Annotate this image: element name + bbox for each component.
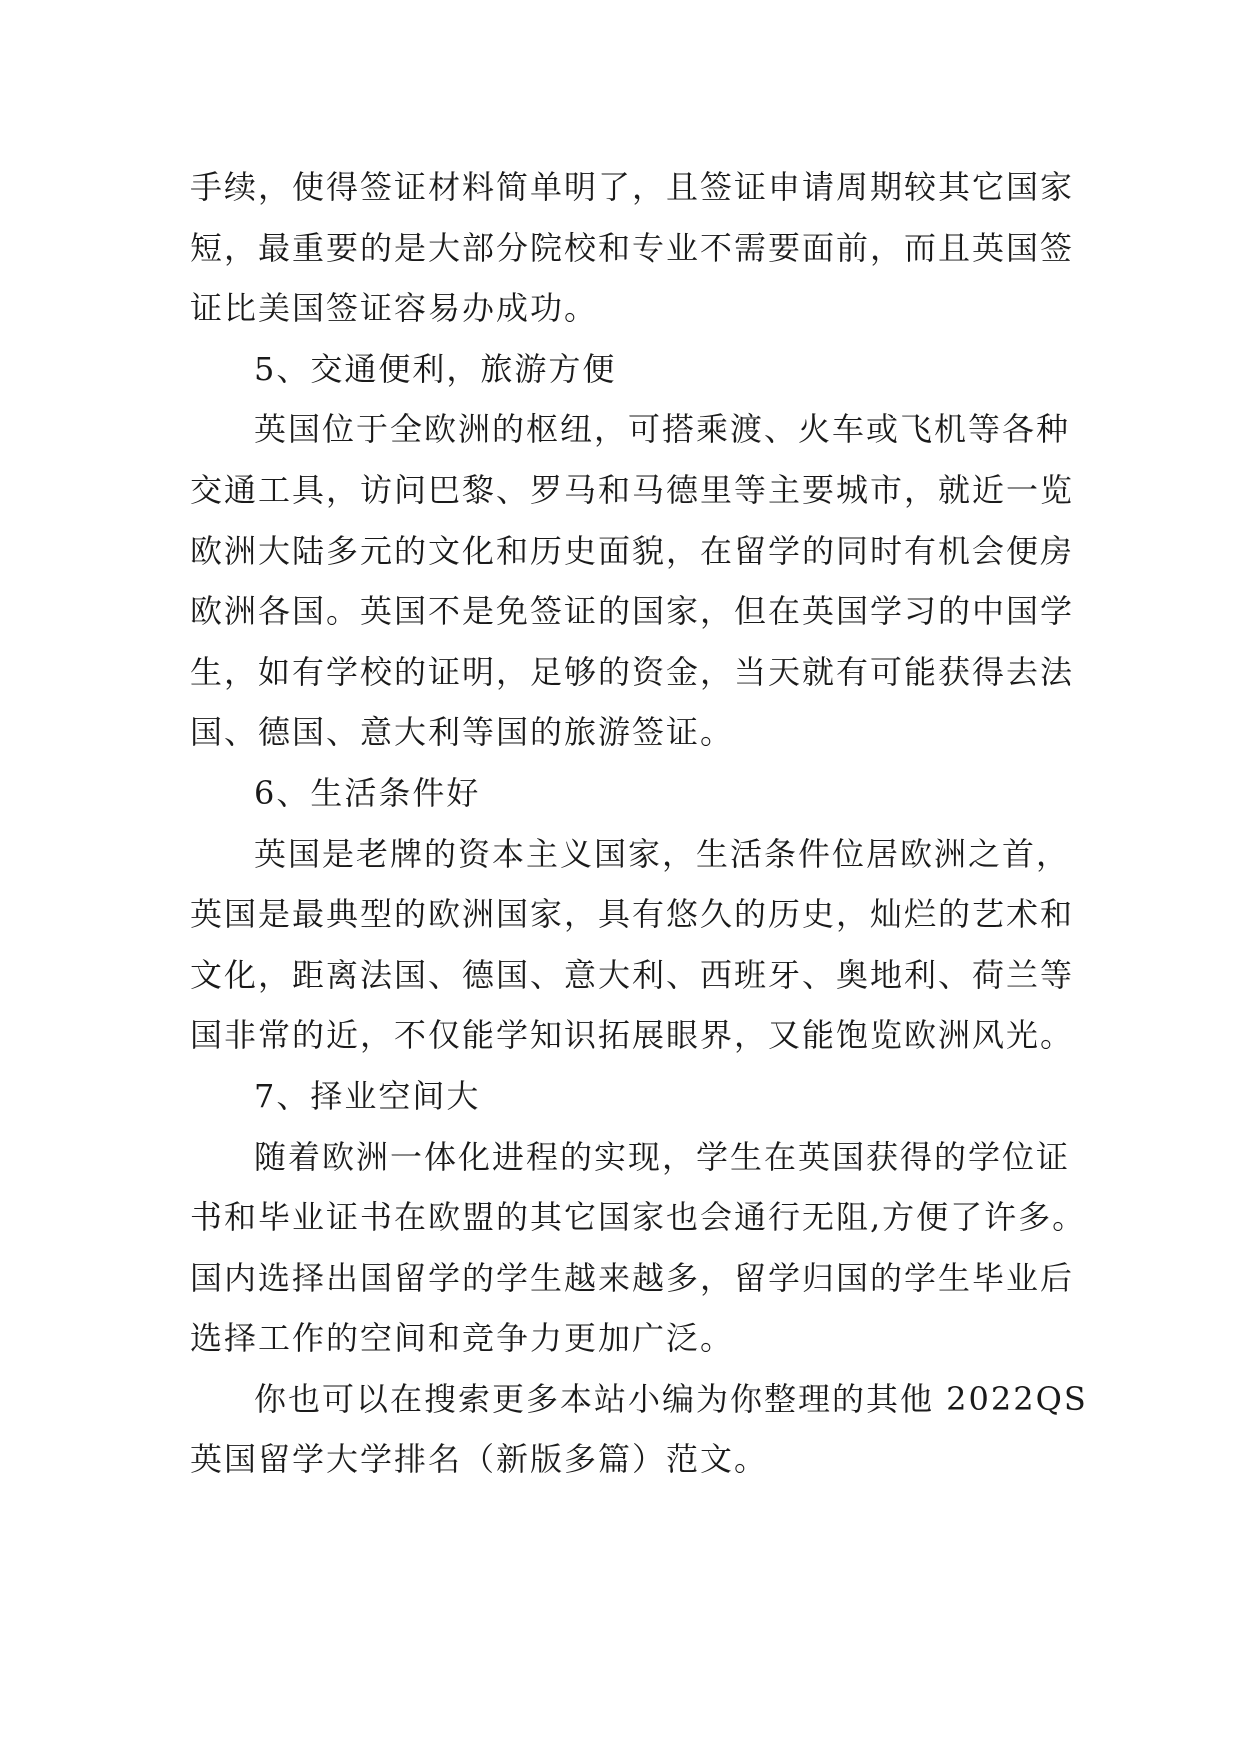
section-heading-5: 5、交通便利，旅游方便 xyxy=(254,349,617,388)
text-line: 证比美国签证容易办成功。 xyxy=(190,289,599,328)
text-line: 交通工具，访问巴黎、罗马和马德里等主要城市，就近一览 xyxy=(190,470,1075,509)
text-line: 欧洲大陆多元的文化和历史面貌，在留学的同时有机会便房 xyxy=(190,531,1075,570)
text-line: 国非常的近，不仅能学知识拓展眼界，又能饱览欧洲风光。 xyxy=(190,1016,1075,1055)
text-line: 英国是最典型的欧洲国家，具有悠久的历史，灿烂的艺术和 xyxy=(190,895,1075,934)
section-heading-7: 7、择业空间大 xyxy=(254,1076,481,1115)
text-line: 生，如有学校的证明，足够的资金，当天就有可能获得去法 xyxy=(190,652,1075,691)
text-line: 英国位于全欧洲的枢纽，可搭乘渡、火车或飞机等各种 xyxy=(254,410,1071,449)
text-line: 国内选择出国留学的学生越来越多，留学归国的学生毕业后 xyxy=(190,1258,1075,1297)
text-line: 国、德国、意大利等国的旅游签证。 xyxy=(190,713,735,752)
text-line: 英国留学大学排名（新版多篇）范文。 xyxy=(190,1440,769,1479)
text-line: 你也可以在搜索更多本站小编为你整理的其他 2022QS xyxy=(254,1379,1088,1418)
text-line: 英国是老牌的资本主义国家，生活条件位居欧洲之首， xyxy=(254,834,1071,873)
text-line: 选择工作的空间和竞争力更加广泛。 xyxy=(190,1319,735,1358)
text-line: 书和毕业证书在欧盟的其它国家也会通行无阻,方便了许多。 xyxy=(190,1198,1087,1237)
text-line: 手续，使得签证材料简单明了，且签证申请周期较其它国家 xyxy=(190,168,1075,206)
document-body xyxy=(190,157,1088,1490)
section-heading-6: 6、生活条件好 xyxy=(254,773,481,812)
text-line: 短，最重要的是大部分院校和专业不需要面前，而且英国签 xyxy=(190,228,1075,267)
text-line: 随着欧洲一体化进程的实现，学生在英国获得的学位证 xyxy=(254,1137,1071,1176)
text-line: 文化，距离法国、德国、意大利、西班牙、奥地利、荷兰等 xyxy=(190,955,1075,994)
text-line: 欧洲各国。英国不是免签证的国家，但在英国学习的中国学 xyxy=(190,592,1075,631)
